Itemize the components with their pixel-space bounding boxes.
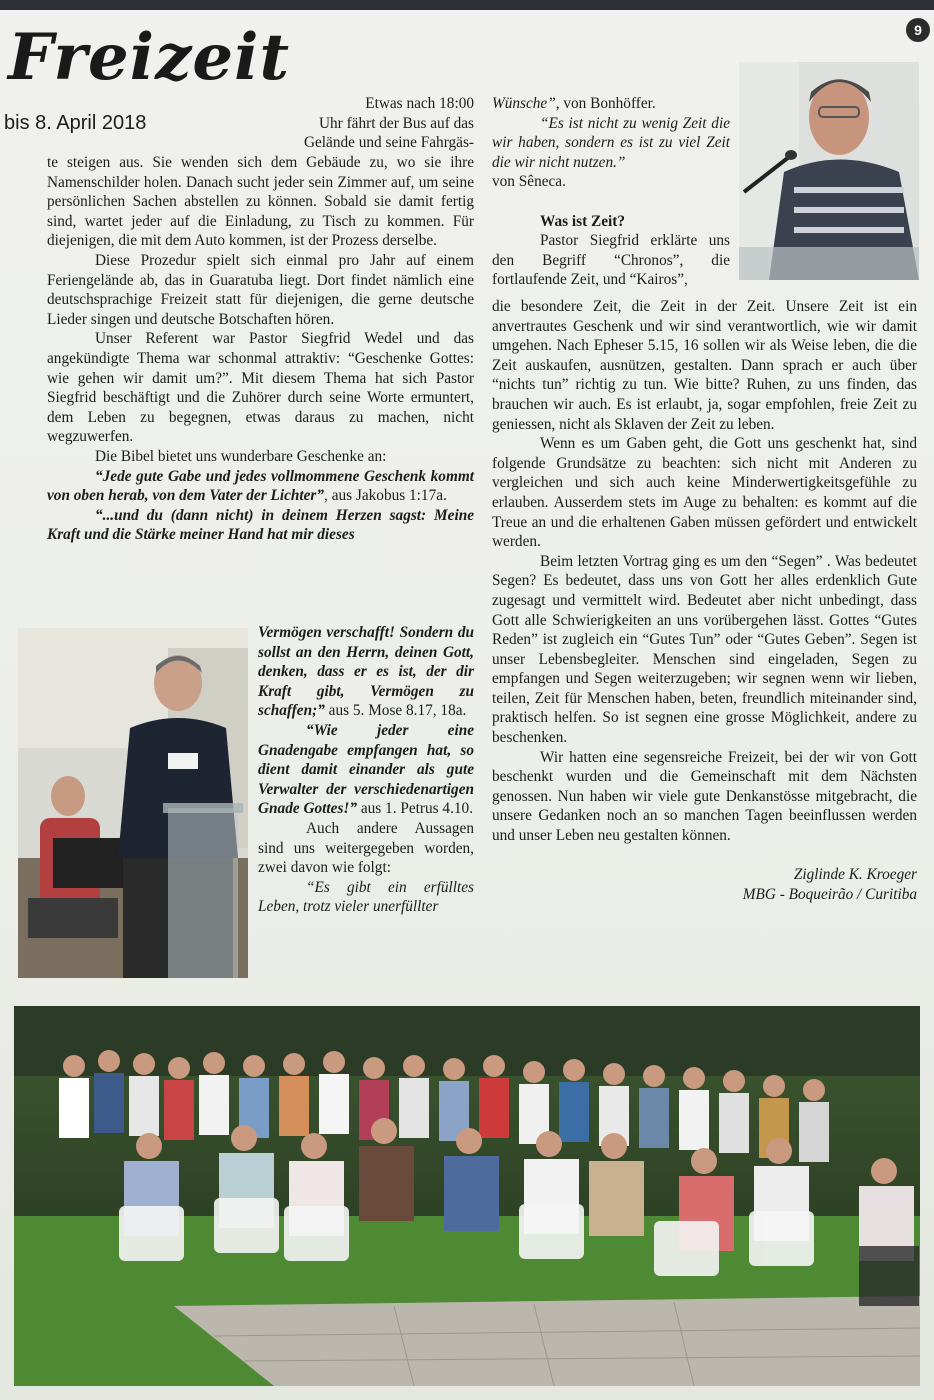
quote-bonhoeffer-start: “Es gibt ein erfülltes Leben, trotz vieler unerfüllter: [258, 878, 474, 916]
intro-line-3: Gelände und seine Fahrgäs-: [303, 134, 474, 152]
pastor-photo: [739, 62, 919, 280]
group-photo: [14, 1006, 920, 1386]
top-bar: [0, 0, 934, 10]
paragraph-chronos: Pastor Siegfrid erklärte uns den Begriff “Chronos”, die fortlaufende Zeit, und “Kairos”,: [492, 232, 730, 289]
speaker-photo: [18, 628, 248, 978]
quote-bonhoeffer-end: Wünsche”: [492, 95, 556, 112]
paragraph-quote-moses: [258, 623, 474, 721]
spacer: [492, 846, 917, 866]
page-number: 9: [906, 18, 930, 42]
quote-peter: “Wie jeder eine Gnadengabe empfangen hat, so dient damit einander als gute Verwalter der verschiedenartigen Gnade Gottes!”: [258, 721, 474, 818]
article-subtitle: bis 8. April 2018: [4, 112, 147, 134]
right-column: [492, 297, 917, 904]
right-top-column: [492, 94, 730, 290]
quote-seneca-source: von Sêneca.: [492, 173, 566, 191]
quote-james-source: , aus Jakobus 1:17a.: [324, 487, 447, 505]
author-org: MBG - Boqueirão / Curitiba: [742, 885, 917, 903]
paragraph-kairos: die besondere Zeit, die Zeit in der Zeit. Unsere Zeit ist ein anvertrautes Geschenk und wir sind verantwortlich, wie wir damit umgehen. Nach Epheser 5.15, 16 sollen wir als Weise leben, die die Zeit auskaufen, ausnützen, gestalten. Dann sprach er auch über “nichts tun” richtig zu tun. Wie bitte? Ruhen, zu uns finden, das brauchen wir auch. Es ist erlaubt, ja, sogar empfohlen, freie Zeit zu geniessen, nicht als Sklaven der Zeit zu leben.: [492, 298, 917, 433]
intro-lines: [250, 94, 474, 153]
paragraph-closing: Wir hatten eine segensreiche Freizeit, bei der wir von Gott beschenkt wurden und die Gemeinschaft mit dem Nächsten genossen. Nun haben wir viele gute Denkanstösse mitgebracht, die unsere Gedanken noch an so manchen Tagen beeinflussen werden und unser Leben neu gestalten können.: [492, 748, 917, 845]
paragraph-procedure: Diese Prozedur spielt sich einmal pro Jahr auf einem Feriengelände ab, das in Guaratuba liegt. Dort findet nämlich eine deutschsprachige Freizeit statt für diejenigen, die gerne deutsche Lieder singen und deutsche Botschaften hören.: [47, 251, 474, 328]
group-photo-image: [14, 1006, 920, 1386]
quote-james: “Jede gute Gabe und jedes vollmommene Geschenk kommt von oben herab, von dem Vater der Lichter”: [47, 467, 474, 505]
author-name: Ziglinde K. Kroeger: [793, 866, 917, 884]
paragraph-speaker: Unser Referent war Pastor Siegfrid Wedel und das angekündigte Thema war schonmal attraktiv: “Geschenke Gottes: wie gehen wir damit um?”. Mit diesem Thema hat sich Pastor Siegfrid beschäftigt und die Zuhörer durch seine Worte ermuntert, dem Leben zu begegnen, etwas daraus zu machen, nicht wegzuwerfen.: [47, 330, 474, 446]
intro-line-2: Uhr fährt der Bus auf das: [318, 114, 474, 132]
left-column: [47, 153, 474, 545]
paragraph-arrival: te steigen aus. Sie wenden sich dem Gebäude zu, wo sie ihre Namenschilder holen. Danach sucht jeder sein Zimmer auf, um seine persönlichen Sachen abstellen zu können. Sobald sie damit fertig sind, wartet jeder auf die Einladung, zu Tisch zu kommen. Für diejenigen, die mit dem Auto kommen, ist der Prozess derselbe.: [47, 154, 474, 250]
quote-bonhoeffer-source: , von Bonhöffer.: [555, 95, 656, 112]
pastor-photo-image: [739, 62, 919, 280]
paragraph-quote-peter: [258, 721, 474, 819]
intro-line-1: Etwas nach 18:00: [365, 95, 474, 112]
quote-seneca: “Es ist nicht zu wenig Zeit die wir haben, sondern es ist zu viel Zeit die wir nicht nutzen.”: [492, 114, 730, 171]
quote-peter-source: aus 1. Petrus 4.10.: [357, 800, 474, 818]
quote-moses-start: “...und du (dann nicht) in deinem Herzen sagst: Meine Kraft und die Stärke meiner Hand hat mir dieses: [47, 506, 474, 544]
speaker-photo-image: [18, 628, 248, 978]
paragraph-gifts: Wenn es um Gaben geht, die Gott uns geschenkt hat, sind folgende Grundsätze zu beachten: sich nicht mit Anderen zu vergleichen und sich auch keine Minderwertigkeitsgefühle zu erlauben. Ausserdem stets im Auge zu behalten: es kommt auf die Treue an und die erhaltenen Gaben müssen gefördert und entwickelt werden.: [492, 435, 917, 551]
spacer: [492, 192, 730, 212]
quote-moses-source: aus 5. Mose 8.17, 18a.: [324, 702, 467, 720]
section-heading-time: Was ist Zeit?: [540, 212, 625, 230]
paragraph-bonhoeffer: [492, 94, 730, 114]
paragraph-blessing: Beim letzten Vortrag ging es um den “Segen” . Was bedeutet Segen? Es bedeutet, dass uns von Gott her alles erdenklich Gute zugesagt und vermittelt wird. Bedeutet aber nicht unbedingt, dass Gott alle Schwierigkeiten an uns vorübergehen lässt. Gottes “Gutes Reden” ist zugleich ein “Gutes Tun” oder “Gutes Geben”. Segen ist unser Lebensbegleiter. Menschen sind eingeladen, Segen zu empfangen und Segen weiterzugeben; wir segnen wenn wir lieben, teilen, Zeit für Menschen haben, beten, freundlich miteinander sind, praktisch helfen. So ist segnen eine grosse Möglichkeit, andere zu beschenken.: [492, 552, 917, 747]
paragraph-quote-james: [47, 467, 474, 506]
paragraph-other-statements: Auch andere Aussagen sind uns weitergegeben worden, zwei davon wie folgt:: [258, 819, 474, 877]
paragraph-bible-intro: Die Bibel bietet uns wunderbare Geschenke an:: [95, 447, 387, 465]
quote-moses-end: Vermögen verschafft! Sondern du sollst an den Herrn, deinen Gott, denken, dass er es ist, der dir Kraft gibt, Vermögen zu schaffen;”: [258, 624, 474, 720]
left-narrow-column: [258, 623, 474, 917]
article-title: Freizeit: [8, 20, 290, 95]
